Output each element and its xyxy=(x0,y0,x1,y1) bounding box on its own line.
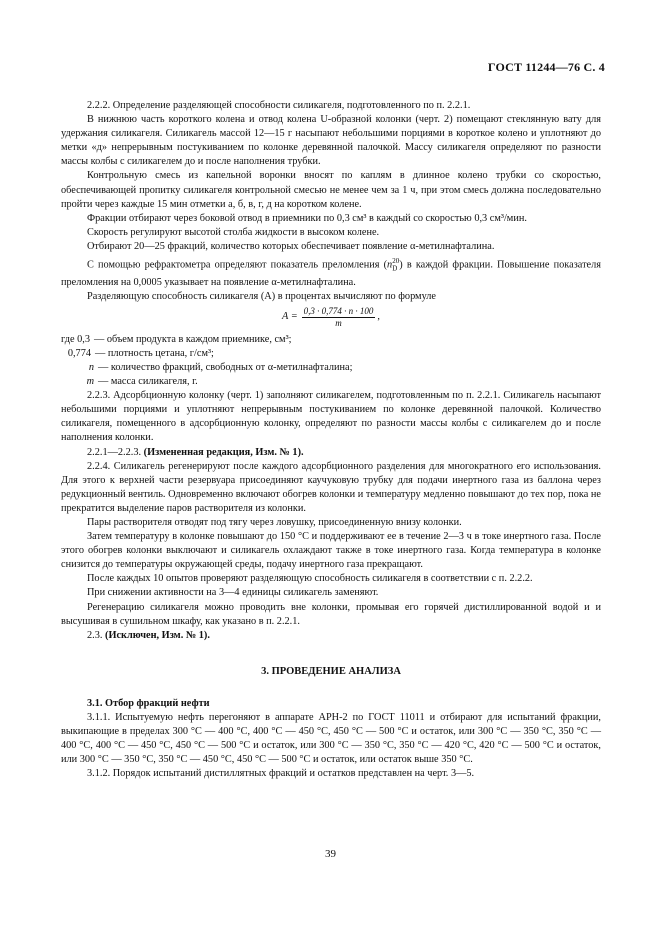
paragraph: Пары растворителя отводят под тягу через ловушку, присоединенную внизу колонки. xyxy=(87,517,462,528)
formula-numerator: 0,3 · 0,774 · n · 100 xyxy=(303,305,374,316)
paragraph: 3.1.2. Порядок испытаний дистиллятных фракций и остатков представлен на черт. 3—5. xyxy=(87,768,475,780)
paragraph: 2.2.2. Определение разделяющей способности силикагеля, подготовленного по п. 2.2.1. xyxy=(87,100,471,111)
subsection-heading: 3.1. Отбор фракций нефти xyxy=(87,697,210,709)
page-number: 39 xyxy=(325,848,336,860)
paragraph: Контрольную смесь из капельной воронки вносят по каплям в длинное колено трубки со скоростью, обеспечивающей пропитку силикагеля контрольной смесью не менее чем за 1 ч, при этом смесь должна последовательно пройти через каждые 15 мин отметки а, б, в, г, д на коротком колене. xyxy=(61,170,601,210)
document-body xyxy=(61,99,601,782)
paragraph: После каждых 10 опытов проверяют разделяющую способность силикагеля в соответствии с п. 2.2.2. xyxy=(87,573,533,585)
formula xyxy=(61,306,601,329)
section-heading: 3. ПРОВЕДЕНИЕ АНАЛИЗА xyxy=(261,665,401,677)
paragraph: При снижении активности на 3—4 единицы силикагель заменяют. xyxy=(87,587,379,599)
document-header: ГОСТ 11244—76 С. 4 xyxy=(487,60,605,74)
definition-item: где 0,3 — объем продукта в каждом приемнике, см³; xyxy=(61,333,292,345)
paragraph: Разделяющую способность силикагеля (А) в процентах вычисляют по формуле xyxy=(87,290,436,302)
paragraph: Затем температуру в колонке повышают до 150 °С и поддерживают ее в течение 2—3 ч в токе инертного газа. После этого обогрев колонки выключают и силикагель охлаждают также в токе инертного газа. Когда температура в колонке снизится до температуры окружающей среды, подачу инертного газа прекращают. xyxy=(61,531,601,571)
paragraph: В нижнюю часть короткого колена и отвод колена U-образной колонки (черт. 2) помещают стеклянную вату для удержания силикагеля. Силикагель массой 12—15 г насыпают небольшими порциями в короткое колено и уплотняют до метки «д» непрерывным постукиванием по колонке деревянной палочкой. Массу силикагеля определяют по разности массы колбы с силикагелем до и после наполнения трубки. xyxy=(61,114,601,168)
paragraph: 2.2.3. Адсорбционную колонку (черт. 1) заполняют силикагелем, подготовленным по п. 2.2.1. Силикагель насыпают небольшими порциями и уплотняют непрерывным постукиванием по колонке деревянной палочкой. Количество силикагеля, помещенного в адсорбционную колонку, определяют по разности массы колбы с силикагелем до и после наполнения колонки. xyxy=(61,390,601,444)
paragraph: 3.1.1. Испытуемую нефть перегоняют в аппарате АРН-2 по ГОСТ 11011 и отбирают для испытаний фракции, выкипающие в пределах 300 °С — 400 °С, 400 °С — 450 °С, 450 °С — 500 °С и остаток, или 300 °С — 350 °С, 350 °С — 400 °С, 400 °С — 450 °С, 450 °С — 500 °С и остаток, или 300 °С — 350 °С, 350 °С — 420 °С, 420 °С — 500 °С и остаток, или 300 °С — 350 °С, 350 °С — 450 °С, 450 °С — 500 °С и остаток, или остаток выше 350 °С. xyxy=(61,712,601,766)
paragraph: Скорость регулируют высотой столба жидкости в высоком колене. xyxy=(87,226,380,238)
definition-item: 0,774 — плотность цетана, г/см³; xyxy=(67,347,214,359)
formula-fraction xyxy=(302,306,376,329)
formula-tail: , xyxy=(377,311,380,323)
definition-item: n — количество фракций, свободных от α-метилнафталина; xyxy=(88,361,353,373)
paragraph: Регенерацию силикагеля можно проводить вне колонки, промывая его горячей дистиллированной водой и и высушивая в сушильном шкафу, как указано в п. 2.2.1. xyxy=(61,601,601,627)
paragraph: Фракции отбирают через боковой отвод в приемники по 0,3 см³ в каждый со скоростью 0,3 см³/мин. xyxy=(87,212,527,224)
paragraph: 2.2.4. Силикагель регенерируют после каждого адсорбционного разделения для многократного его использования. Для этого к верхней части резервуара присоединяют каучуковую трубку для подачи инертного газа из баллона через редукционный вентиль. Одновременно включают обогрев колонки и температуру медленно повышают до тех пор, пока не прекратится выделение паров растворителя из колонки. xyxy=(61,460,601,514)
paragraph-excluded: 2.3. (Исключен, Изм. № 1). xyxy=(87,629,210,641)
formula-lhs: A = xyxy=(282,311,298,323)
paragraph: Отбирают 20—25 фракций, количество которых обеспечивает появление α-метилнафталина. xyxy=(87,240,495,252)
paragraph-refractive-index: С помощью рефрактометра определяют показатель преломления $(n_D^{20})$ в каждой фракции. Повышение показателя преломления на 0,0005 указывает на появление α-метилнафталина. xyxy=(61,257,602,288)
definition-item: m — масса силикагеля, г. xyxy=(86,376,198,388)
paragraph-amendment: 2.2.1—2.2.3. (Измененная редакция, Изм. № 1). xyxy=(87,446,304,458)
formula-denominator: m xyxy=(335,317,342,328)
